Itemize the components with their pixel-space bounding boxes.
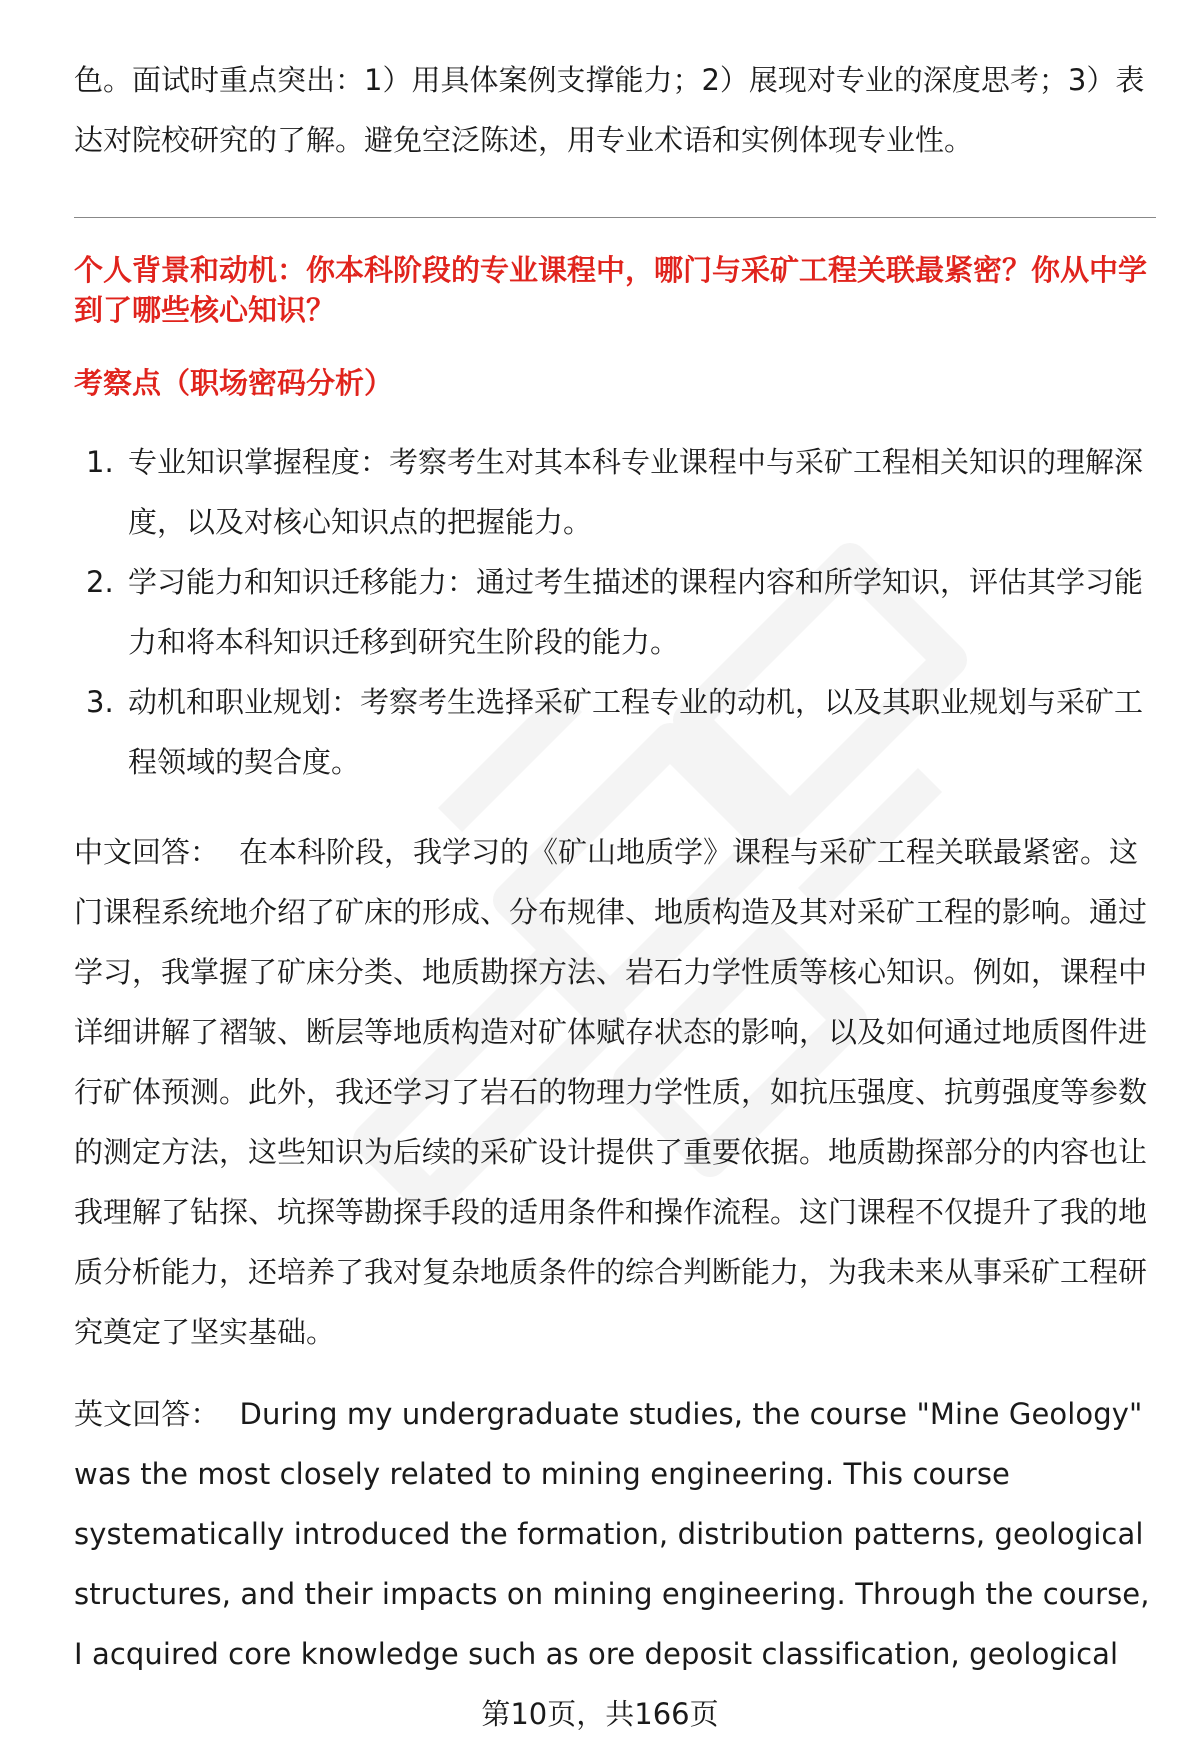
list-item — [74, 552, 1154, 672]
list-number: 3. — [86, 685, 114, 719]
english-answer-label: 英文回答： — [74, 1397, 220, 1431]
english-answer-text: During my undergraduate studies, the course "Mine Geology" was the most closely related to mining engineering. This course systematically introduced the formation, distribution patterns, geological structures, and their impacts on mining engineering. Through the course, I acquired core knowledge such as ore deposit classification, geological — [74, 1397, 1150, 1671]
list-item-text: 专业知识掌握程度：考察考生对其本科专业课程中与采矿工程相关知识的理解深度，以及对核心知识点的把握能力。 — [128, 445, 1144, 539]
section-divider — [74, 217, 1156, 218]
list-item-text: 学习能力和知识迁移能力：通过考生描述的课程内容和所学知识，评估其学习能力和将本科知识迁移到研究生阶段的能力。 — [128, 565, 1144, 659]
chinese-answer-paragraph — [74, 822, 1154, 1362]
chinese-answer-text: 在本科阶段，我学习的《矿山地质学》课程与采矿工程关联最紧密。这门课程系统地介绍了矿床的形成、分布规律、地质构造及其对采矿工程的影响。通过学习，我掌握了矿床分类、地质勘探方法、岩石力学性质等核心知识。例如，课程中详细讲解了褶皱、断层等地质构造对矿体赋存状态的影响，以及如何通过地质图件进行矿体预测。此外，我还学习了岩石的物理力学性质，如抗压强度、抗剪强度等参数的测定方法，这些知识为后续的采矿设计提供了重要依据。地质勘探部分的内容也让我理解了钻探、坑探等勘探手段的适用条件和操作流程。这门课程不仅提升了我的地质分析能力，还培养了我对复杂地质条件的综合判断能力，为我未来从事采矿工程研究奠定了坚实基础。 — [74, 835, 1148, 1349]
question-heading: 个人背景和动机：你本科阶段的专业课程中，哪门与采矿工程关联最紧密？你从中学到了哪些核心知识？ — [74, 253, 1148, 327]
evaluation-points-list — [74, 432, 1154, 792]
chinese-answer-label: 中文回答： — [74, 835, 220, 869]
intro-paragraph: 色。面试时重点突出：1）用具体案例支撑能力；2）展现对专业的深度思考；3）表达对院校研究的了解。避免空泛陈述，用专业术语和实例体现专业性。 — [74, 63, 1145, 157]
list-item — [74, 432, 1154, 552]
list-item — [74, 672, 1154, 792]
page-number-footer: 第10页，共166页 — [481, 1697, 719, 1731]
list-item-text: 动机和职业规划：考察考生选择采矿工程专业的动机，以及其职业规划与采矿工程领域的契合度。 — [128, 685, 1144, 779]
english-answer-paragraph — [74, 1384, 1154, 1684]
list-number: 1. — [86, 445, 114, 479]
evaluation-points-heading: 考察点（职场密码分析） — [74, 366, 394, 400]
list-number: 2. — [86, 565, 114, 599]
